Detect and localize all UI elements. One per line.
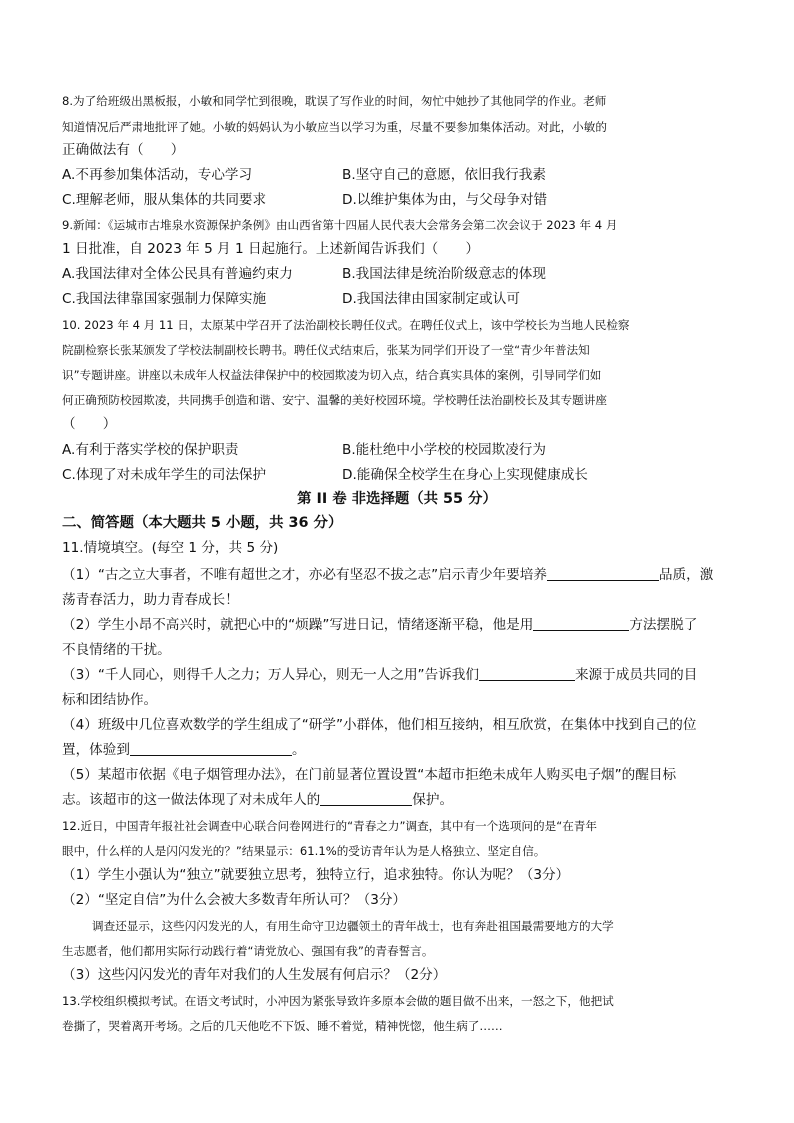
q11-item4-line2 [62, 741, 306, 759]
q11-item4-line1: （4）班级中几位喜欢数学的学生组成了“研学”小群体，他们相互接纳，相互欣赏，在集体中找到自己的位 [62, 717, 697, 733]
q8-option-b[interactable]: B.坚守自己的意愿，依旧我行我素 [342, 167, 546, 183]
q11-item1-line1 [62, 566, 713, 584]
q11-item3-line2: 标和团结协作。 [62, 692, 158, 708]
q12-line2: 眼中，什么样的人是闪闪发光的？”结果显示：61.1%的受访青年认为是人格独立、坚定自信。 [62, 844, 546, 858]
q11-item2-line1 [62, 616, 697, 634]
q13-line2: 卷撕了，哭着离开考场。之后的几天他吃不下饭、睡不着觉，精神恍惚，他生病了…… [62, 1019, 503, 1033]
q13-line1: 13.学校组织模拟考试。在语文考试时，小冲因为紧张导致许多原本会做的题目做不出来，一怒之下，他把试 [62, 994, 614, 1008]
q9-option-a[interactable]: A.我国法律对全体公民具有普遍约束力 [62, 266, 293, 282]
q8-line2: 知道情况后严肃地批评了她。小敏的妈妈认为小敏应当以学习为重，尽量不要参加集体活动。对此，小敏的 [62, 120, 607, 134]
q8-option-d[interactable]: D.以维护集体为由，与父母争对错 [342, 192, 548, 208]
q11-item2-text-end: 方法摆脱了 [629, 617, 698, 633]
q11-item5-text-end: 保护。 [412, 792, 454, 808]
q9-option-row-2 [62, 290, 520, 308]
q11-title: 11.情境填空。(每空 1 分，共 5 分) [62, 540, 279, 556]
q10-line5: （ ） [62, 416, 117, 432]
q11-item3-text: （3）“千人同心，则得千人之力；万人异心，则无一人之用”告诉我们 [62, 667, 479, 683]
q11-item5-text: 志。该超市的这一做法体现了对未成年人的 [62, 792, 321, 808]
q11-item2-text: （2）学生小昂不高兴时，就把心中的“烦躁”写进日记，情绪逐渐平稳，他是用 [62, 617, 534, 633]
q11-item1-text-end: 品质，激 [658, 567, 714, 583]
q11-blank-1[interactable] [547, 566, 659, 581]
q12-sub2: （2）“坚定自信”为什么会被大多数青年所认可？（3分） [62, 892, 407, 908]
q9-line1: 9.新闻：《运城市古堆泉水资源保护条例》由山西省第十四届人民代表大会常务会第二次会议于 2023 年 4 月 [62, 218, 618, 232]
q10-option-row-2 [62, 466, 588, 484]
q9-option-b[interactable]: B.我国法律是统治阶级意志的体现 [342, 266, 546, 282]
q10-option-d[interactable]: D.能确保全校学生在身心上实现健康成长 [342, 467, 588, 483]
q10-line2: 院副检察长张某颁发了学校法制副校长聘书。聘任仪式结束后，张某为同学们开设了一堂“青少年普法知 [62, 343, 590, 357]
q9-line2: 1 日批准，自 2023 年 5 月 1 日起施行。上述新闻告诉我们（ ） [62, 241, 480, 257]
q10-line3: 识”专题讲座。讲座以未成年人权益法律保护中的校园欺凌为切入点，结合真实具体的案例，引导同学们如 [62, 368, 602, 382]
q10-option-row-1 [62, 441, 546, 459]
q11-item1-text: （1）“古之立大事者，不唯有超世之才，亦必有坚忍不拔之志”启示青少年要培养 [62, 567, 547, 583]
q8-option-c[interactable]: C.理解老师，服从集体的共同要求 [62, 192, 267, 208]
q11-item1-line2: 荡青春活力，助力青春成长！ [62, 592, 239, 608]
q12-material-line2: 生志愿者，他们都用实际行动践行着“请党放心、强国有我”的青春誓言。 [62, 944, 434, 958]
q11-blank-3[interactable] [479, 666, 575, 681]
q8-option-row-1 [62, 166, 546, 184]
q11-item3-text-end: 来源于成员共同的目 [574, 667, 698, 683]
q12-sub1: （1）学生小强认为“独立”就要独立思考，独特立行，追求独特。你认为呢？（3分） [62, 867, 570, 883]
q11-blank-2[interactable] [533, 616, 629, 631]
q11-item4-text: 置，体验到 [62, 742, 130, 758]
q9-option-row-1 [62, 265, 546, 283]
q8-option-row-2 [62, 191, 548, 209]
part2-title: 第 II 卷 非选择题（共 55 分） [297, 491, 497, 507]
q11-blank-4[interactable] [130, 741, 292, 756]
q9-option-c[interactable]: C.我国法律靠国家强制力保障实施 [62, 291, 267, 307]
q11-item4-text-end: 。 [291, 742, 306, 758]
q9-option-d[interactable]: D.我国法律由国家制定或认可 [342, 291, 520, 307]
q8-option-a[interactable]: A.不再参加集体活动，专心学习 [62, 167, 253, 183]
q10-option-a[interactable]: A.有利于落实学校的保护职责 [62, 442, 239, 458]
q11-item5-line2 [62, 791, 453, 809]
q12-sub3: （3）这些闪闪发光的青年对我们的人生发展有何启示？（2分） [62, 967, 447, 983]
q10-option-b[interactable]: B.能杜绝中小学校的校园欺凌行为 [342, 442, 546, 458]
q12-line1: 12.近日，中国青年报社社会调查中心联合问卷网进行的“青春之力”调查，其中有一个选项问的是“在青年 [62, 819, 597, 833]
q11-item3-line1 [62, 666, 697, 684]
q10-option-c[interactable]: C.体现了对未成年学生的司法保护 [62, 467, 267, 483]
q10-line1: 10. 2023 年 4 月 11 日，太原某中学召开了法治副校长聘任仪式。在聘任仪式上，该中学校长为当地人民检察 [62, 318, 630, 332]
q11-item5-line1: （5）某超市依据《电子烟管理办法》，在门前显著位置设置“本超市拒绝未成年人购买电子烟”的醒目标 [62, 767, 677, 783]
q8-line3: 正确做法有（ ） [62, 142, 185, 158]
q8-line1: 8.为了给班级出黑板报，小敏和同学忙到很晚，耽误了写作业的时间，匆忙中她抄了其他同学的作业。老师 [62, 94, 607, 108]
q11-blank-5[interactable] [320, 791, 412, 806]
q11-item2-line2: 不良情绪的干扰。 [62, 642, 171, 658]
q12-material-line1: 调查还显示，这些闪闪发光的人，有用生命守卫边疆领土的青年战士，也有奔赴祖国最需要地方的大学 [92, 919, 614, 933]
section2-title: 二、简答题（本大题共 5 小题，共 36 分） [62, 515, 343, 531]
q10-line4: 何正确预防校园欺凌，共同携手创造和谐、安宁、温馨的美好校园环境。学校聘任法治副校长及其专题讲座 [62, 393, 607, 407]
